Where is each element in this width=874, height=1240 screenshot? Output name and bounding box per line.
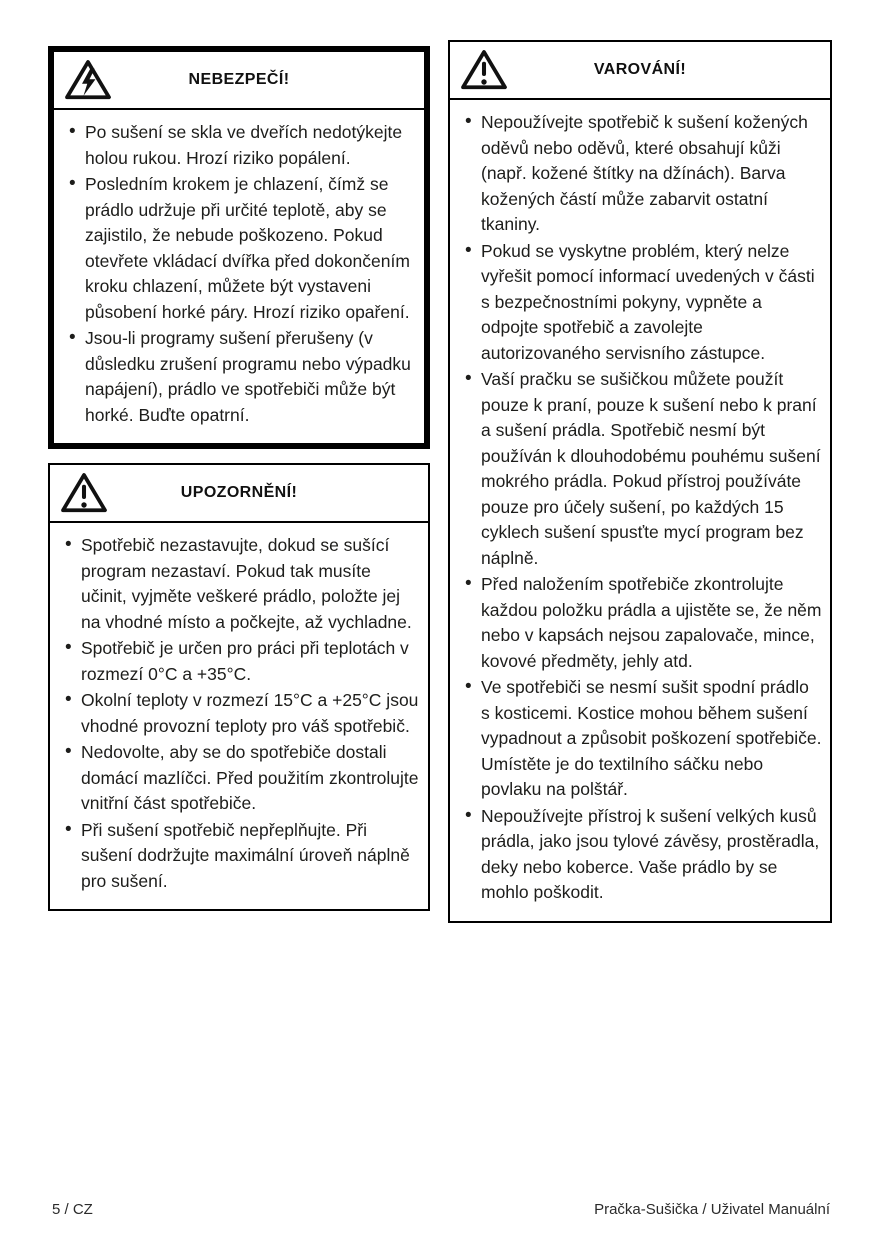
caution-box bbox=[48, 463, 430, 911]
list-item: • Posledním krokem je chlazení, čímž se prádlo udržuje při určité teplotě, aby se zajistilo, že nebude poškozeno. Pokud otevřete vkládací dvířka před dokončením kroku chlazení, můžete být vystaveni působení horké páry. Hrozí riziko opaření. bbox=[68, 172, 416, 325]
caution-box-title: UPOZORNĚNÍ! bbox=[180, 484, 298, 501]
left-column bbox=[48, 46, 430, 925]
danger-box-header bbox=[54, 52, 424, 110]
list-item: • Spotřebič nezastavujte, dokud se sušící program nezastaví. Pokud tak musíte učinit, vyjměte veškeré prádlo, položte jej na vhodné místo a počkejte, až vychladne. bbox=[64, 533, 420, 635]
list-item: • Před naložením spotřebiče zkontrolujte každou položku prádla a ujistěte se, že něm nebo v kapsách nejsou zapalovače, mince, kovové předměty, jehly atd. bbox=[464, 572, 822, 674]
list-item: • Spotřebič je určen pro práci při teplotách v rozmezí 0°C a +35°C. bbox=[64, 636, 420, 687]
list-item: • Nepoužívejte spotřebič k sušení kožených oděvů nebo oděvů, které obsahují kůži (např. kožené štítky na džínách). Barva kožených částí může zabarvit ostatní tkaniny. bbox=[464, 110, 822, 238]
list-item: • Ve spotřebiči se nesmí sušit spodní prádlo s kosticemi. Kostice mohou během sušení vypadnout a způsobit poškození spotřebiče. Umístěte je do textilního sáčku nebo povlaku na polštář. bbox=[464, 675, 822, 803]
list-item: • Pokud se vyskytne problém, který nelze vyřešit pomocí informací uvedených v části s bezpečnostními pokyny, vypněte a odpojte spotřebič a zavolejte autorizovaného servisního zástupce. bbox=[464, 239, 822, 367]
caution-box-list bbox=[50, 523, 428, 909]
manual-title: Pračka-Sušička / Uživatel Manuální bbox=[594, 1201, 830, 1218]
exclamation-triangle-icon bbox=[60, 472, 108, 514]
list-item: • Po sušení se skla ve dveřích nedotýkejte holou rukou. Hrozí riziko popálení. bbox=[68, 120, 416, 171]
list-item: • Jsou-li programy sušení přerušeny (v důsledku zrušení programu nebo výpadku napájení), prádlo ve spotřebiči může být horké. Buďte opatrní. bbox=[68, 326, 416, 428]
list-item: • Nedovolte, aby se do spotřebiče dostali domácí mazlíčci. Před použitím zkontrolujte vnitřní část spotřebiče. bbox=[64, 740, 420, 817]
danger-box-title: NEBEZPEČÍ! bbox=[188, 71, 290, 88]
exclamation-triangle-icon bbox=[460, 49, 508, 91]
list-item: • Nepoužívejte přístroj k sušení velkých kusů prádla, jako jsou tylové závěsy, prostěradla, deky nebo koberce. Vaše prádlo by se mohlo poškodit. bbox=[464, 804, 822, 906]
warning-box bbox=[448, 40, 832, 923]
warning-box-list bbox=[450, 100, 830, 921]
warning-box-header bbox=[450, 42, 830, 100]
warning-box-title: VAROVÁNÍ! bbox=[593, 61, 687, 78]
danger-box-list bbox=[54, 110, 424, 443]
list-item: • Vaší pračku se sušičkou můžete použít pouze k praní, pouze k sušení nebo k praní a sušení prádla. Spotřebič nesmí být používán k dlouhodobému pouhému sušení mokrého prádla. Pokud přístroj používáte pouze pro účely sušení, po každých 15 cyklech sušení spusťte mycí program bez náplně. bbox=[464, 367, 822, 571]
danger-box bbox=[48, 46, 430, 449]
caution-box-header bbox=[50, 465, 428, 523]
right-column bbox=[448, 40, 832, 937]
lightning-triangle-icon bbox=[64, 59, 112, 101]
page-number: 5 / CZ bbox=[52, 1201, 93, 1218]
list-item: • Okolní teploty v rozmezí 15°C a +25°C jsou vhodné provozní teploty pro váš spotřebič. bbox=[64, 688, 420, 739]
page-footer bbox=[52, 1201, 830, 1218]
list-item: • Při sušení spotřebič nepřeplňujte. Při sušení dodržujte maximální úroveň náplně pro sušení. bbox=[64, 818, 420, 895]
